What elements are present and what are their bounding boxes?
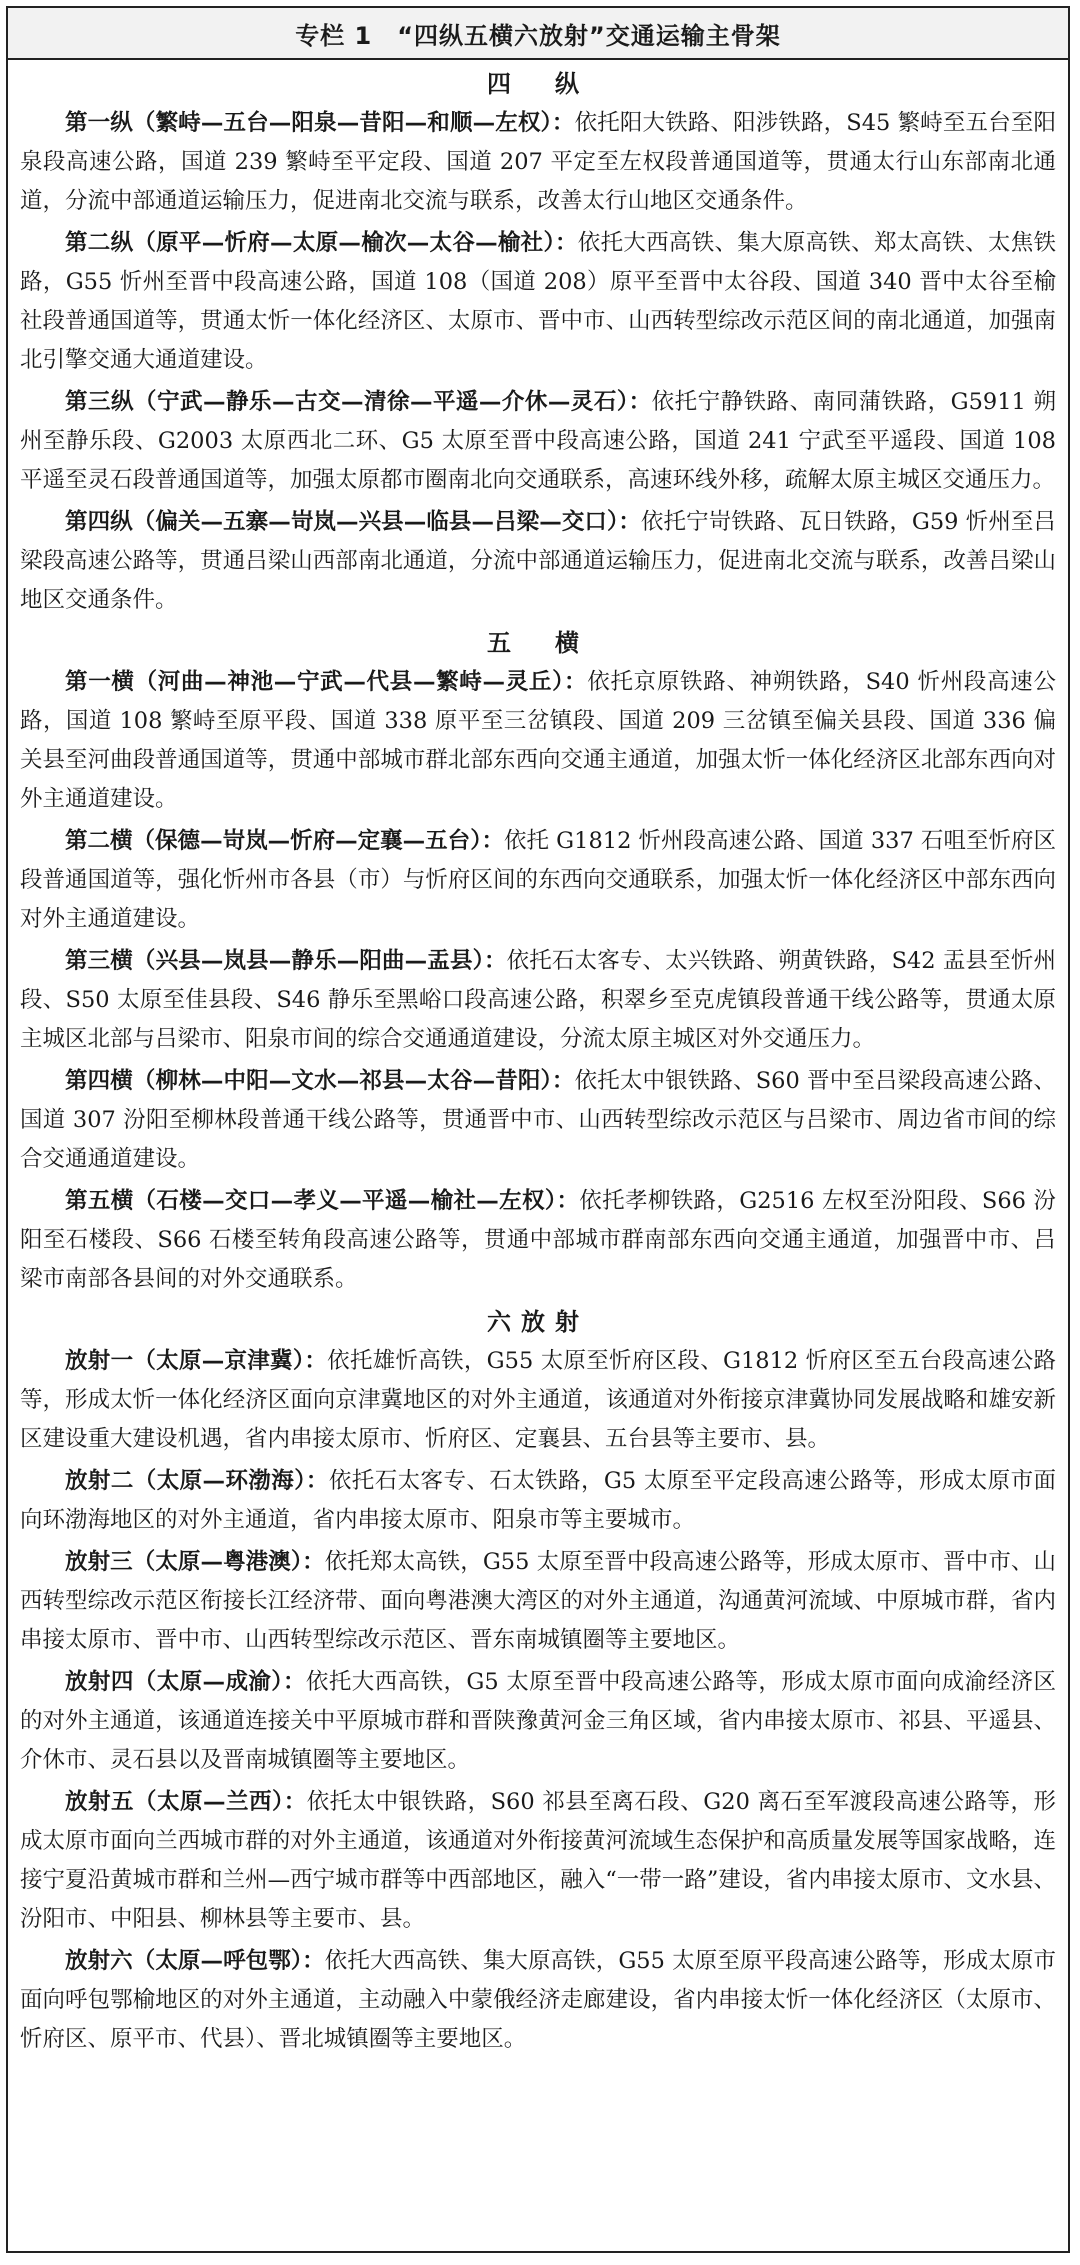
corridor-item	[20, 1462, 1056, 1540]
corridor-label: 第三纵（宁武—静乐—古交—清徐—平遥—介休—灵石）：	[65, 389, 652, 415]
corridor-item	[20, 1062, 1056, 1179]
corridor-description: 依托石太客专、石太铁路，G5 太原至平定段高速公路等，形成太原市面向环渤海地区的对外主通道，省内串接太原市、阳泉市等主要城市。	[20, 1468, 1056, 1533]
corridor-label: 第五横（石楼—交口—孝义—平遥—榆社—左权）：	[65, 1188, 580, 1214]
corridor-item	[20, 1663, 1056, 1780]
corridor-item	[20, 503, 1056, 620]
corridor-label: 第一横（河曲—神池—宁武—代县—繁峙—灵丘）：	[65, 669, 588, 695]
corridor-item	[20, 1783, 1056, 1939]
column-title: 专栏 1 “四纵五横六放射”交通运输主骨架	[8, 8, 1068, 60]
column-content	[8, 60, 1068, 2059]
corridor-label: 第三横（兴县—岚县—静乐—阳曲—盂县）：	[65, 948, 507, 974]
section-title-horizontal: 五 横	[487, 629, 589, 657]
corridor-item	[20, 1182, 1056, 1299]
corridor-label: 第四横（柳林—中阳—文水—祁县—太谷—昔阳）：	[65, 1068, 575, 1094]
corridor-label: 第二横（保德—岢岚—忻府—定襄—五台）：	[65, 828, 504, 854]
corridor-description: 依托阳大铁路、阳涉铁路，S45 繁峙至五台至阳泉段高速公路，国道 239 繁峙至平定段、国道 207 平定至左权段普通国道等，贯通太行山东部南北通道，分流中部通道运输压力，促进南北交流与联系，改善太行山地区交通条件。	[20, 110, 1056, 214]
corridor-description: 依托大西高铁、集大原高铁、郑太高铁、太焦铁路，G55 忻州至晋中段高速公路，国道 108（国道 208）原平至晋中太谷段、国道 340 晋中太谷至榆社段普通国道等，贯通太忻一体化经济区、太原市、晋中市、山西转型综改示范区间的南北通道，加强南北引擎交通大通道建设。	[20, 230, 1056, 373]
corridor-description: 依托太中银铁路，S60 祁县至离石段、G20 离石至军渡段高速公路等，形成太原市面向兰西城市群的对外主通道，该通道对外衔接黄河流域生态保护和高质量发展等国家战略，连接宁夏沿黄城市群和兰州—西宁城市群等中西部地区，融入“一带一路”建设，省内串接太原市、文水县、汾阳市、中阳县、柳林县等主要市、县。	[20, 1789, 1056, 1932]
corridor-description: 依托宁岢铁路、瓦日铁路，G59 忻州至吕梁段高速公路等，贯通吕梁山西部南北通道，分流中部通道运输压力，促进南北交流与联系，改善吕梁山地区交通条件。	[20, 509, 1056, 613]
corridor-item	[20, 224, 1056, 380]
corridor-description: 依托京原铁路、神朔铁路，S40 忻州段高速公路，国道 108 繁峙至原平段、国道 338 原平至三岔镇段、国道 209 三岔镇至偏关县段、国道 336 偏关县至河曲段普通国道等，贯通中部城市群北部东西向交通主通道，加强太忻一体化经济区北部东西向对外主通道建设。	[20, 669, 1056, 812]
corridor-description: 依托大西高铁，G5 太原至晋中段高速公路等，形成太原市面向成渝经济区的对外主通道，该通道连接关中平原城市群和晋陕豫黄河金三角区域，省内串接太原市、祁县、平遥县、介休市、灵石县以及晋南城镇圈等主要地区。	[20, 1669, 1056, 1773]
corridor-description: 依托雄忻高铁，G55 太原至忻府区段、G1812 忻府区至五台段高速公路等，形成太忻一体化经济区面向京津冀地区的对外主通道，该通道对外衔接京津冀协同发展战略和雄安新区建设重大建设机遇，省内串接太原市、忻府区、定襄县、五台县等主要市、县。	[20, 1348, 1056, 1452]
column-box	[6, 6, 1070, 2253]
corridor-label: 第四纵（偏关—五寨—岢岚—兴县—临县—吕梁—交口）：	[65, 509, 641, 535]
corridor-description: 依托孝柳铁路，G2516 左权至汾阳段、S66 汾阳至石楼段、S66 石楼至转角段高速公路等，贯通中部城市群南部东西向交通主通道，加强晋中市、吕梁市南部各县间的对外交通联系。	[20, 1188, 1056, 1292]
corridor-item	[20, 104, 1056, 221]
corridor-item	[20, 383, 1056, 500]
corridor-item	[20, 942, 1056, 1059]
corridor-item	[20, 663, 1056, 819]
section-title-vertical: 四 纵	[487, 70, 589, 98]
corridor-label: 放射五（太原—兰西）：	[65, 1789, 307, 1815]
corridor-description: 依托 G1812 忻州段高速公路、国道 337 石咀至忻府区段普通国道等，强化忻州市各县（市）与忻府区间的东西向交通联系，加强太忻一体化经济区中部东西向对外主通道建设。	[20, 828, 1056, 932]
corridor-description: 依托宁静铁路、南同蒲铁路，G5911 朔州至静乐段、G2003 太原西北二环、G5 太原至晋中段高速公路，国道 241 宁武至平遥段、国道 108 平遥至灵石段普通国道等，加强太原都市圈南北向交通联系，高速环线外移，疏解太原主城区交通压力。	[20, 389, 1056, 493]
corridor-label: 第二纵（原平—忻府—太原—榆次—太谷—榆社）：	[65, 230, 578, 256]
corridor-label: 放射六（太原—呼包鄂）：	[65, 1948, 325, 1974]
corridor-label: 放射三（太原—粤港澳）：	[65, 1549, 325, 1575]
corridor-item	[20, 1942, 1056, 2059]
corridor-label: 放射二（太原—环渤海）：	[65, 1468, 329, 1494]
corridor-item	[20, 1342, 1056, 1459]
corridor-label: 放射一（太原—京津冀）：	[65, 1348, 328, 1374]
corridor-label: 放射四（太原—成渝）：	[65, 1669, 306, 1695]
corridor-description: 依托大西高铁、集大原高铁，G55 太原至原平段高速公路等，形成太原市面向呼包鄂榆地区的对外主通道，主动融入中蒙俄经济走廊建设，省内串接太忻一体化经济区（太原市、忻府区、原平市、代县）、晋北城镇圈等主要地区。	[20, 1948, 1056, 2052]
corridor-description: 依托石太客专、太兴铁路、朔黄铁路，S42 盂县至忻州段、S50 太原至佳县段、S46 静乐至黑峪口段高速公路，积翠乡至克虎镇段普通干线公路等，贯通太原主城区北部与吕梁市、阳泉市间的综合交通通道建设，分流太原主城区对外交通压力。	[20, 948, 1056, 1052]
section-title-radial: 六放射	[487, 1308, 589, 1336]
corridor-label: 第一纵（繁峙—五台—阳泉—昔阳—和顺—左权）：	[65, 110, 575, 136]
corridor-description: 依托郑太高铁，G55 太原至晋中段高速公路等，形成太原市、晋中市、山西转型综改示范区衔接长江经济带、面向粤港澳大湾区的对外主通道，沟通黄河流域、中原城市群，省内串接太原市、晋中市、山西转型综改示范区、晋东南城镇圈等主要地区。	[20, 1549, 1056, 1653]
corridor-item	[20, 822, 1056, 939]
corridor-description: 依托太中银铁路、S60 晋中至吕梁段高速公路、国道 307 汾阳至柳林段普通干线公路等，贯通晋中市、山西转型综改示范区与吕梁市、周边省市间的综合交通通道建设。	[20, 1068, 1056, 1172]
corridor-item	[20, 1543, 1056, 1660]
